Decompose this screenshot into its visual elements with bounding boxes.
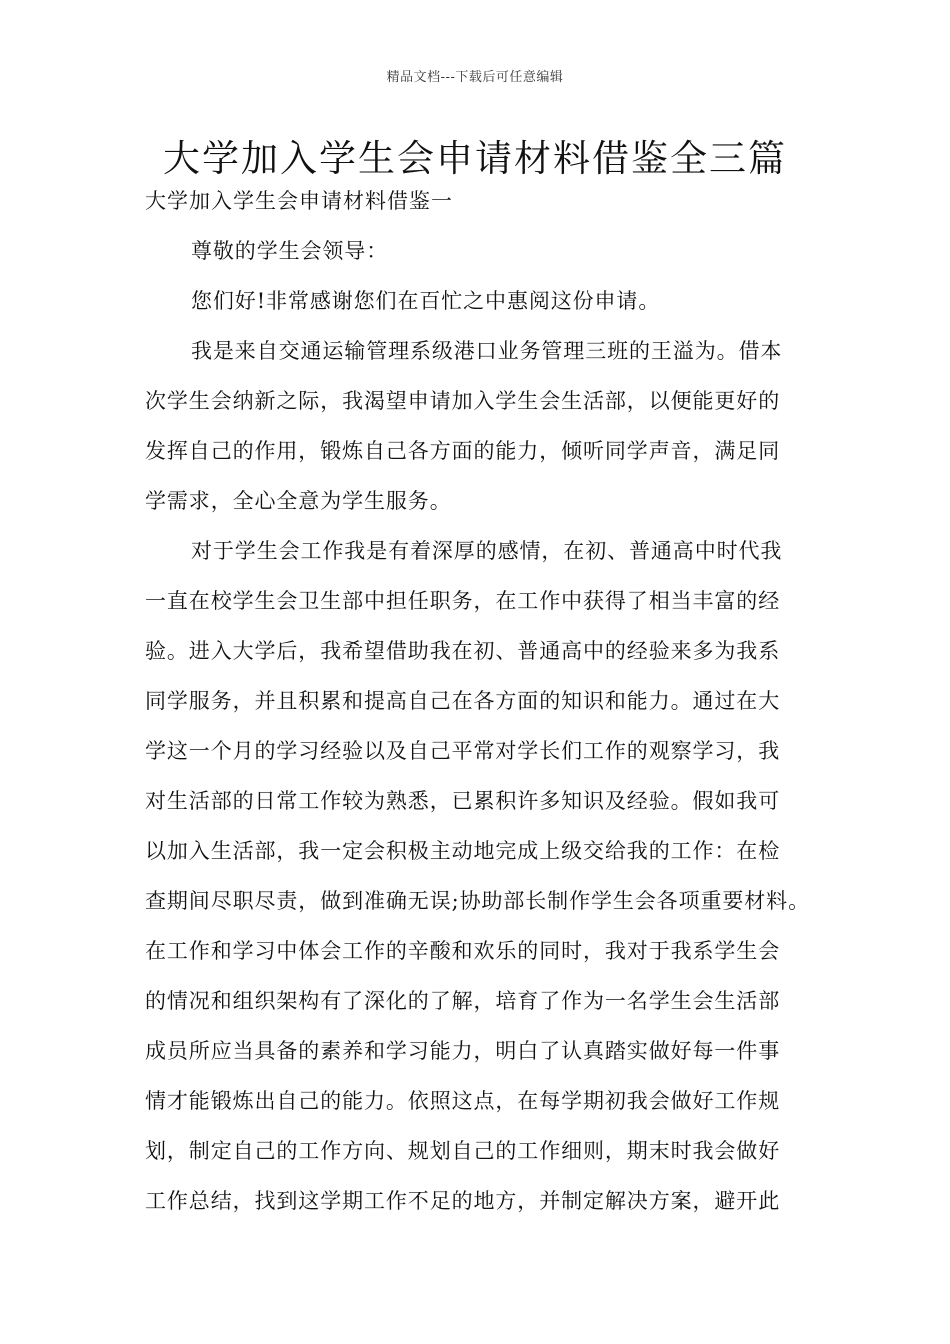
paragraph-line: 次学生会纳新之际，我渴望申请加入学生会生活部，以便能更好的 (145, 389, 781, 413)
salutation: 尊敬的学生会领导： (191, 239, 389, 263)
paragraph-line: 以加入生活部，我一定会积极主动地完成上级交给我的工作：在检 (145, 839, 781, 863)
paragraph-line: 查期间尽职尽责，做到准确无误;协助部长制作学生会各项重要材料。 (145, 889, 810, 913)
paragraph-line: 学需求，全心全意为学生服务。 (145, 489, 452, 513)
paragraph-line: 我是来自交通运输管理系级港口业务管理三班的王溢为。借本 (191, 339, 783, 363)
paragraph-line: 验。进入大学后，我希望借助我在初、普通高中的经验来多为我系 (145, 639, 781, 663)
greeting-line: 您们好!非常感谢您们在百忙之中惠阅这份申请。 (191, 289, 661, 313)
paragraph-line: 发挥自己的作用，锻炼自己各方面的能力，倾听同学声音，满足同 (145, 439, 781, 463)
paragraph-line: 学这一个月的学习经验以及自己平常对学长们工作的观察学习，我 (145, 739, 781, 763)
paragraph-line: 情才能锻炼出自己的能力。依照这点，在每学期初我会做好工作规 (145, 1089, 781, 1113)
paragraph-line: 成员所应当具备的素养和学习能力，明白了认真踏实做好每一件事 (145, 1039, 781, 1063)
paragraph-line: 在工作和学习中体会工作的辛酸和欢乐的同时，我对于我系学生会 (145, 939, 781, 963)
document-body (145, 226, 825, 1226)
paragraph-line: 对于学生会工作我是有着深厚的感情，在初、普通高中时代我 (191, 539, 783, 563)
paragraph-line: 同学服务，并且积累和提高自己在各方面的知识和能力。通过在大 (145, 689, 781, 713)
header-note: 精品文档---下载后可任意编辑 (386, 70, 564, 85)
paragraph-line: 的情况和组织架构有了深化的了解，培育了作为一名学生会生活部 (145, 989, 781, 1013)
paragraph-line: 工作总结，找到这学期工作不足的地方，并制定解决方案，避开此 (145, 1189, 781, 1213)
paragraph-line: 一直在校学生会卫生部中担任职务，在工作中获得了相当丰富的经 (145, 589, 781, 613)
section-heading: 大学加入学生会申请材料借鉴一 (145, 189, 453, 213)
paragraph-line: 划，制定自己的工作方向、规划自己的工作细则，期末时我会做好 (145, 1139, 781, 1163)
paragraph-line: 对生活部的日常工作较为熟悉，已累积许多知识及经验。假如我可 (145, 789, 781, 813)
document-title: 大学加入学生会申请材料借鉴全三篇 (163, 137, 787, 180)
